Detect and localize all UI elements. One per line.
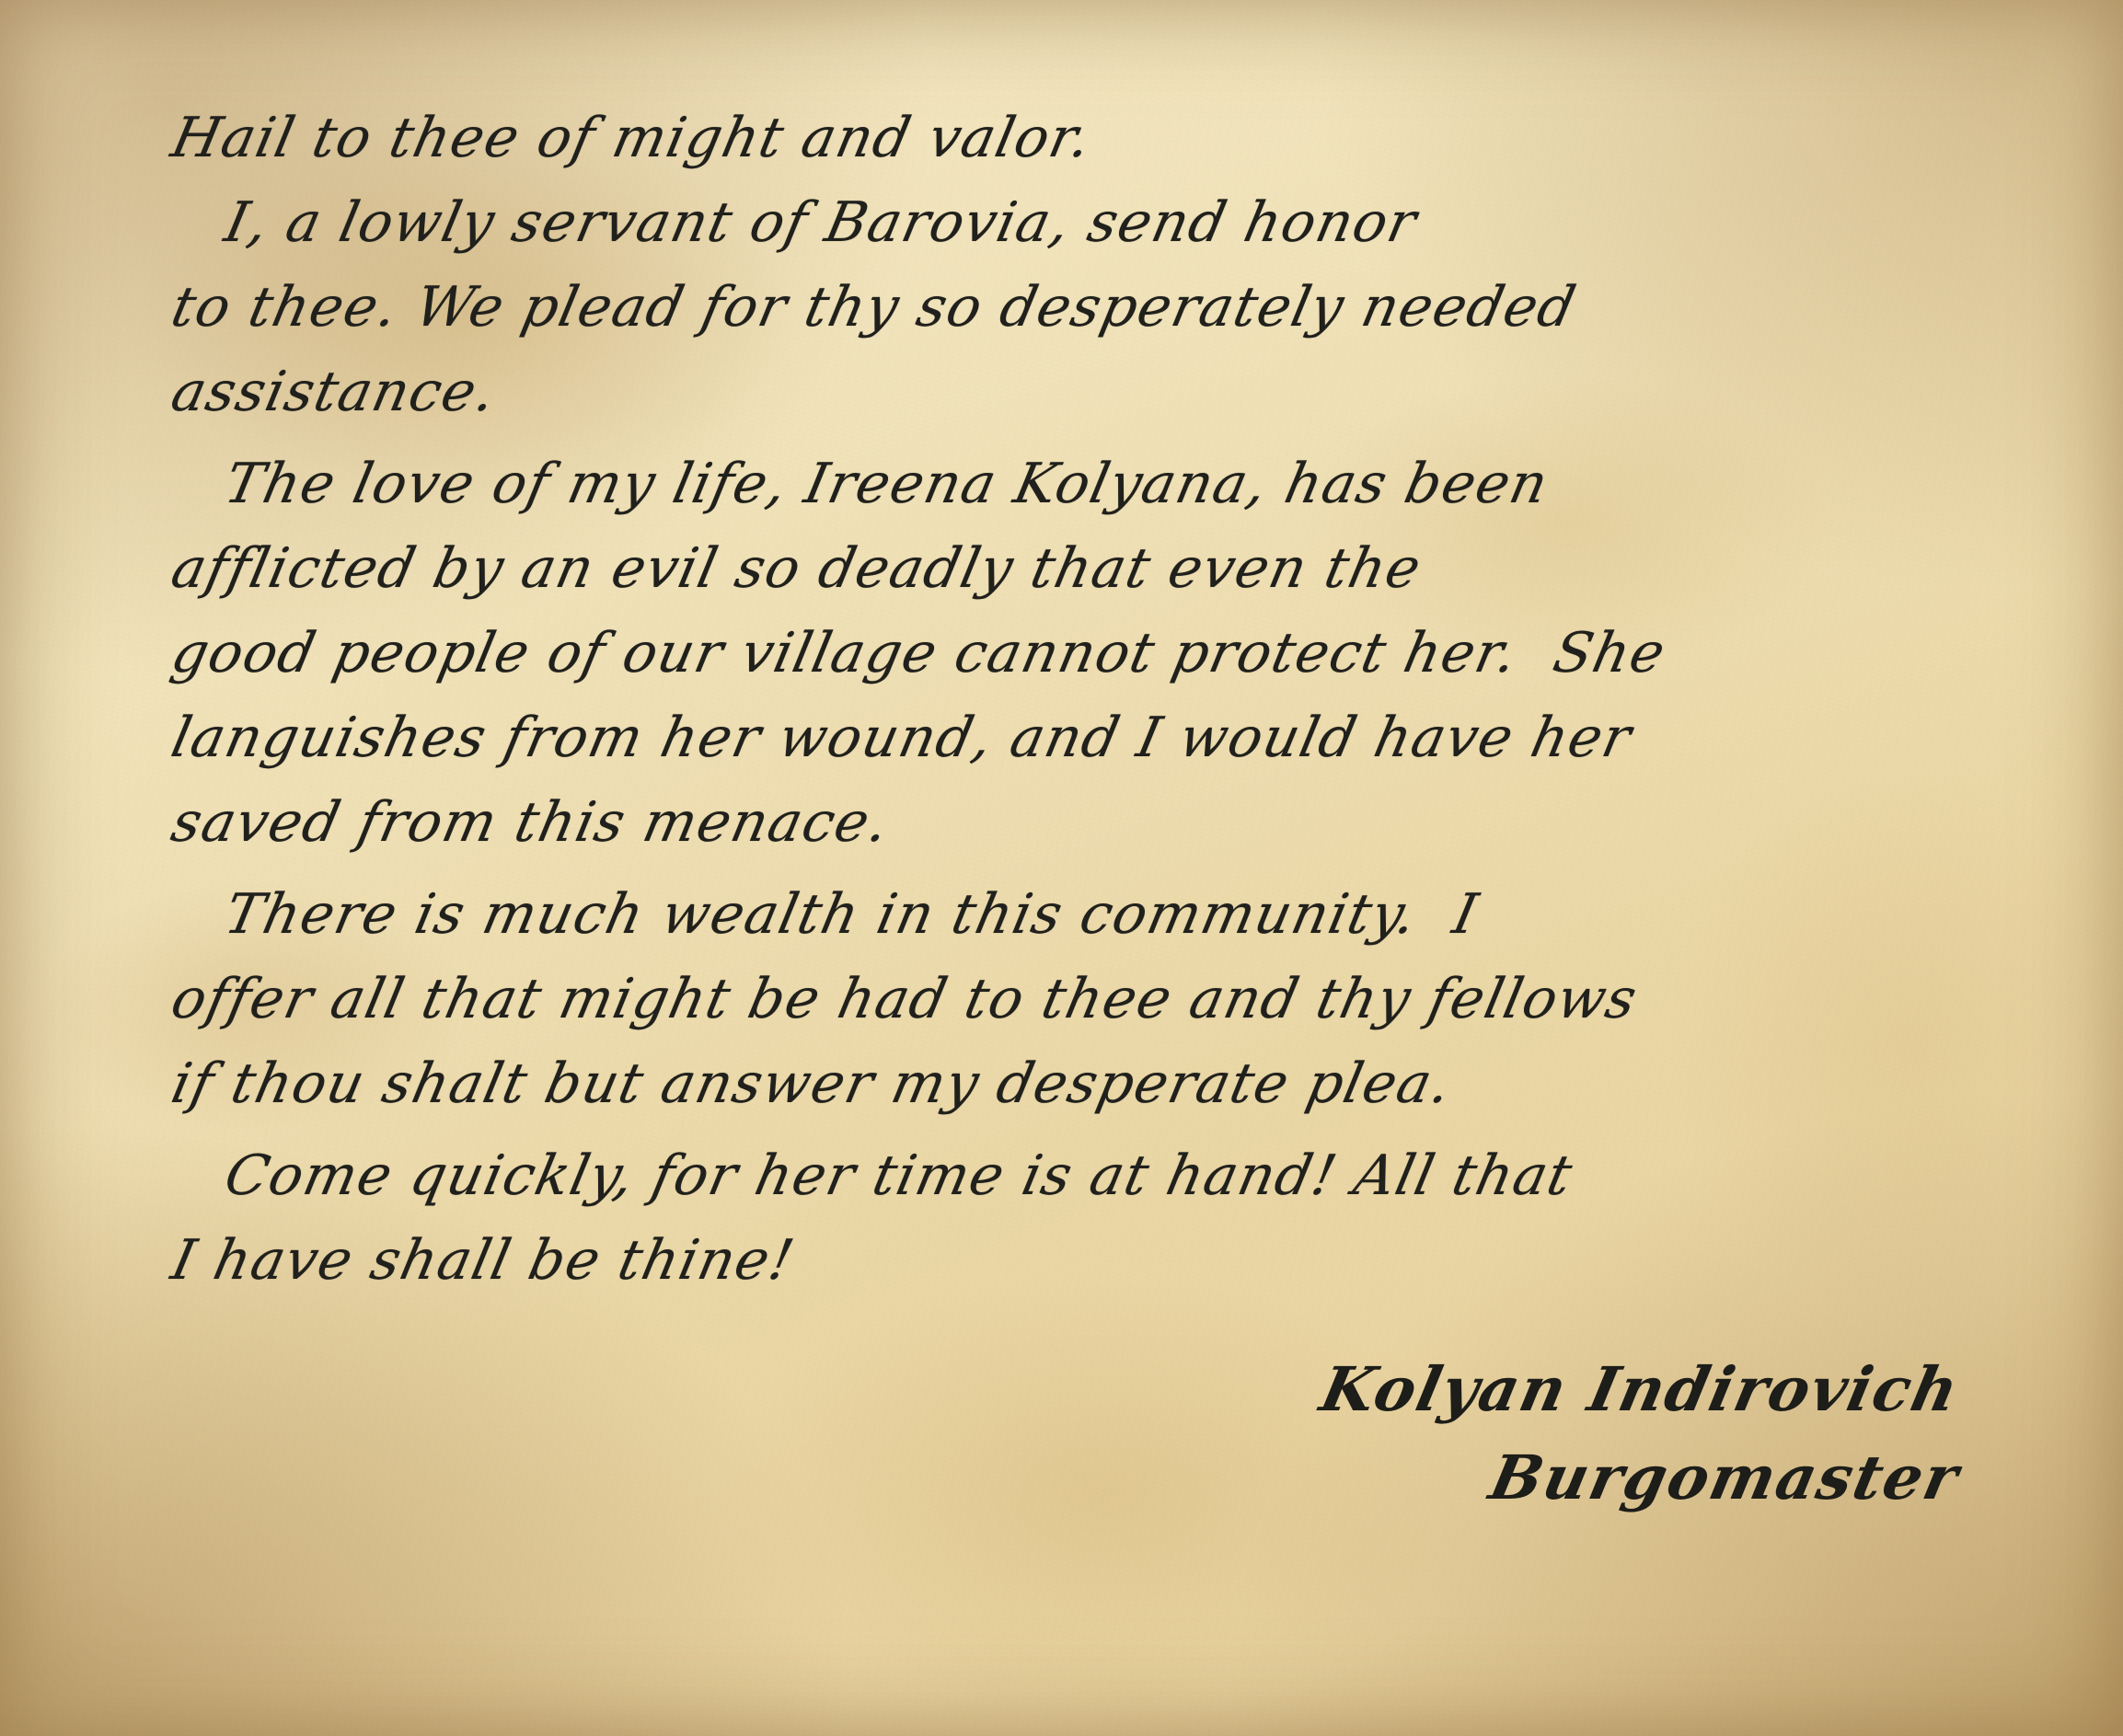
paragraph-gap: [164, 1126, 2004, 1133]
letter-line: I have shall be thine!: [166, 1228, 801, 1293]
signature-block: [164, 1345, 2004, 1522]
letter-line: Hail to thee of might and valor.: [166, 106, 1098, 170]
letter-line: good people of our village cannot protect her. She: [166, 621, 1672, 685]
letter-body: [164, 96, 2004, 1522]
letter-line: The love of my life, Ireena Kolyana, has been: [219, 452, 1555, 516]
letter-line: offer all that might be had to thee and thy fellows: [166, 967, 1644, 1031]
letter-line: if thou shalt but answer my desperate plea.: [166, 1052, 1458, 1116]
signature-title: Burgomaster: [1483, 1442, 1967, 1513]
paragraph-gap: [164, 865, 2004, 872]
letter-line: I, a lowly servant of Barovia, send honor: [219, 190, 1424, 255]
letter-line: There is much wealth in this community. I: [219, 882, 1484, 947]
letter-line: to thee. We plead for thy so desperately needed: [166, 275, 1583, 339]
letter-line: assistance.: [166, 360, 502, 424]
letter-line: languishes from her wound, and I would have her: [166, 706, 1638, 770]
paragraph-gap: [164, 434, 2004, 442]
letter-line: saved from this menace.: [166, 790, 895, 855]
letter-line: afflicted by an evil so deadly that even the: [166, 536, 1428, 601]
signature-name: Kolyan Indirovich: [1314, 1353, 1967, 1425]
letter-line: Come quickly, for her time is at hand! All that: [219, 1144, 1579, 1208]
